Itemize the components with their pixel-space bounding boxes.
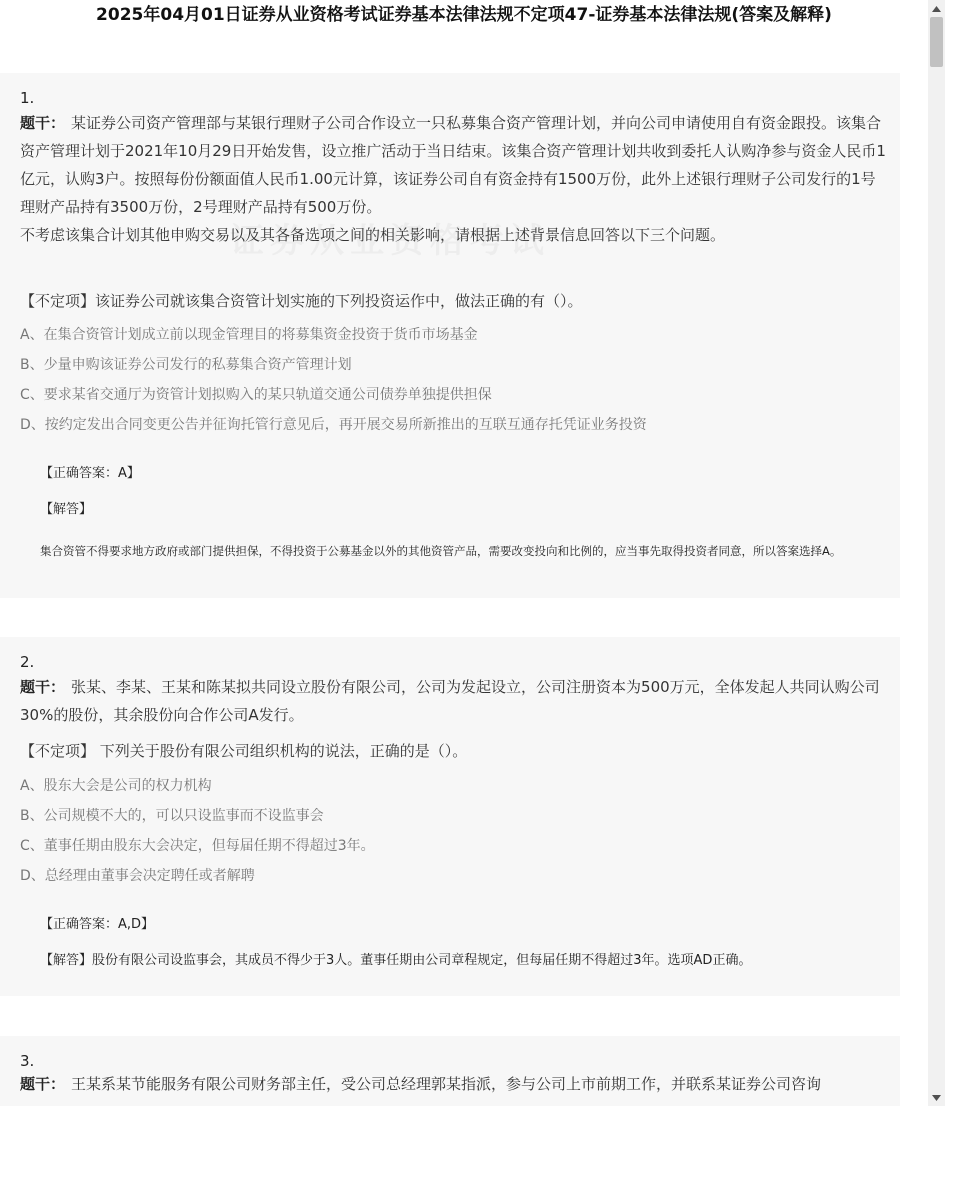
scroll-thumb[interactable] [930,17,943,67]
option-a[interactable]: A、在集合资管计划成立前以现金管理目的将募集资金投资于货币市场基金 [20,327,478,343]
option-b[interactable]: B、少量申购该证券公司发行的私募集合资产管理计划 [20,357,352,373]
question-stem [20,1070,886,1098]
stem-text: 王某系某节能服务有限公司财务部主任，受公司总经理郭某指派，参与公司上市前期工作，并联系某证券公司咨询 [71,1075,822,1093]
correct-answer: 【正确答案：A】 [40,466,140,481]
question-card-3 [0,1036,900,1106]
question-card-1 [0,73,900,598]
scroll-up-arrow-icon[interactable] [928,0,945,17]
option-c[interactable]: C、董事任期由股东大会决定，但每届任期不得超过3年。 [20,838,375,854]
question-number: 3. [20,1052,35,1070]
option-b[interactable]: B、公司规模不大的，可以只设监事而不设监事会 [20,808,324,824]
vertical-scrollbar[interactable] [928,0,945,1106]
stem-text: 张某、李某、王某和陈某拟共同设立股份有限公司，公司为发起设立，公司注册资本为500万元，全体发起人共同认购公司30%的股份，其余股份向合作公司A发行。 [20,678,880,724]
option-c[interactable]: C、要求某省交通厅为资管计划拟购入的某只轨道交通公司债券单独提供担保 [20,387,492,403]
stem-label: 题干： [20,1075,66,1093]
question-number: 1. [20,89,35,107]
scroll-down-arrow-icon[interactable] [928,1089,945,1106]
correct-answer: 【正确答案：A,D】 [40,917,155,932]
stem-label: 题干： [20,114,66,132]
option-a[interactable]: A、股东大会是公司的权力机构 [20,778,212,794]
question-card-2 [0,637,900,996]
question-stem [20,109,886,221]
analysis-label: 【解答】 [40,502,93,517]
page-title: 2025年04月01日证券从业资格考试证券基本法律法规不定项47-证券基本法律法规(答案及解释) [96,5,832,25]
question-text: 【不定项】 下列关于股份有限公司组织机构的说法，正确的是（）。 [20,742,468,760]
option-d[interactable]: D、按约定发出合同变更公告并征询托管行意见后，再开展交易所新推出的互联互通存托凭证业务投资 [20,417,647,433]
question-text: 【不定项】该证券公司就该集合资管计划实施的下列投资运作中，做法正确的有（）。 [20,292,583,310]
stem-text: 某证券公司资产管理部与某银行理财子公司合作设立一只私募集合资产管理计划，并向公司申请使用自有资金跟投。该集合资产管理计划于2021年10月29日开始发售，设立推广活动于当日结束。该集合资产管理计划共收到委托人认购净参与资金人民币1亿元，认购3户。按照每份份额面值人民币1.00元计算，该证券公司自有资金持有1500万份，此外上述银行理财子公司发行的1号理财产品持有3500万份，2号理财产品持有500万份。 [20,114,886,216]
stem-label: 题干： [20,678,66,696]
analysis-text: 【解答】股份有限公司设监事会，其成员不得少于3人。董事任期由公司章程规定，但每届任期不得超过3年。选项AD正确。 [40,953,752,968]
analysis-text: 集合资管不得要求地方政府或部门提供担保，不得投资于公募基金以外的其他资管产品，需要改变投向和比例的，应当事先取得投资者同意，所以答案选择A。 [40,544,842,558]
stem-note: 不考虑该集合计划其他申购交易以及其各备选项之间的相关影响，请根据上述背景信息回答以下三个问题。 [20,226,726,244]
question-number: 2. [20,653,35,671]
question-stem [20,673,886,729]
option-d[interactable]: D、总经理由董事会决定聘任或者解聘 [20,868,255,884]
